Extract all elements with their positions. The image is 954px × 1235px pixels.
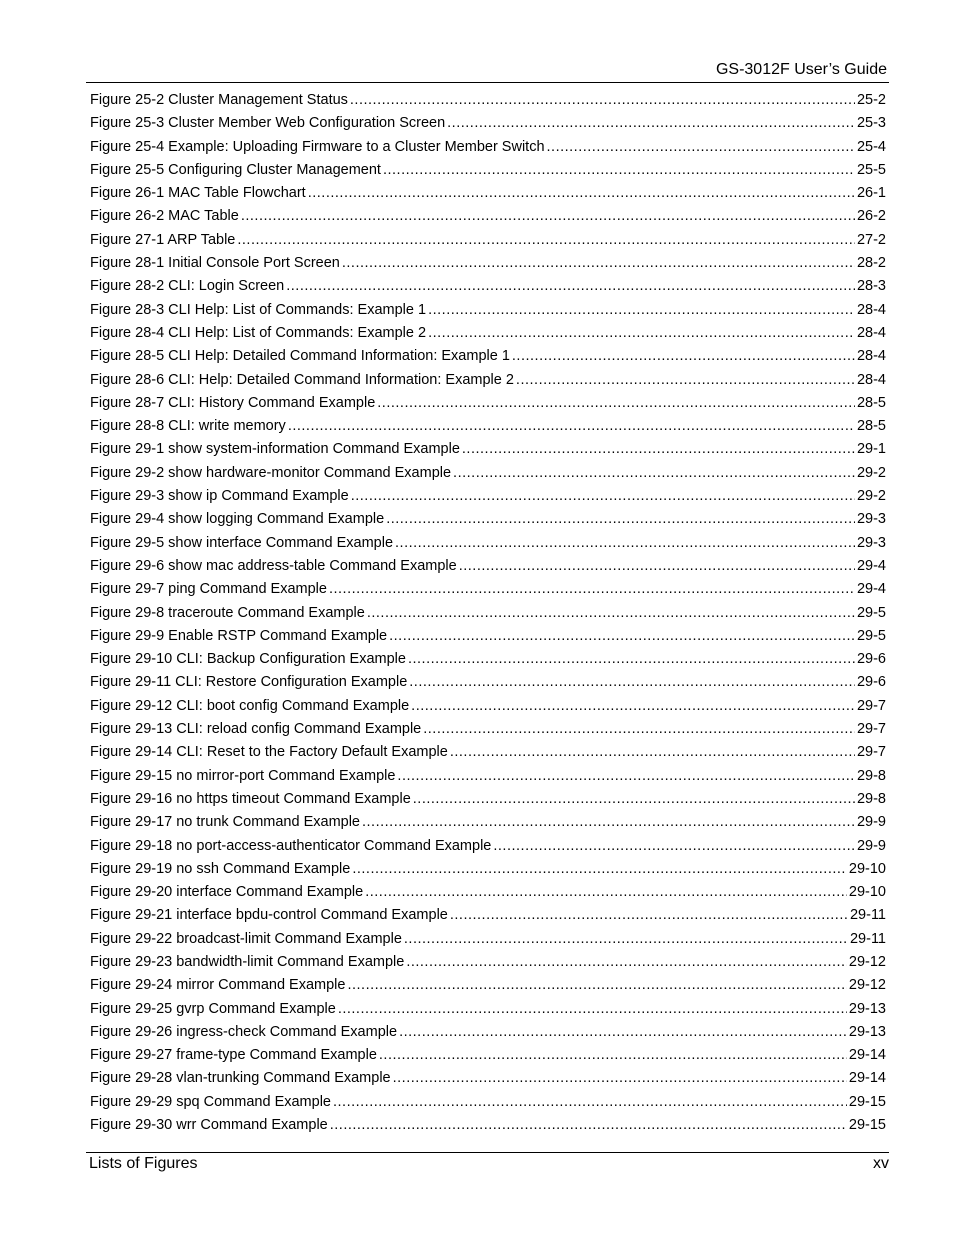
toc-entry[interactable]	[90, 788, 886, 811]
toc-entry-page: 28-5	[856, 418, 886, 435]
toc-entry-page: 29-4	[856, 557, 886, 574]
dot-leader	[413, 788, 855, 811]
toc-entry-page: 25-4	[856, 138, 886, 155]
toc-entry[interactable]	[90, 671, 886, 694]
toc-entry-page: 29-5	[856, 627, 886, 644]
dot-leader	[459, 555, 855, 578]
toc-entry-title: Figure 29-9 Enable RSTP Command Example	[90, 627, 388, 644]
toc-entry-page: 25-3	[856, 115, 886, 132]
toc-entry-page: 29-15	[848, 1117, 886, 1134]
toc-entry[interactable]	[90, 1067, 886, 1090]
dot-leader	[428, 322, 855, 345]
toc-entry[interactable]	[90, 485, 886, 508]
toc-entry-title: Figure 29-23 bandwidth-limit Command Example	[90, 953, 405, 970]
toc-entry[interactable]	[90, 112, 886, 135]
toc-entry[interactable]	[90, 765, 886, 788]
dot-leader	[347, 974, 846, 997]
toc-entry-title: Figure 28-3 CLI Help: List of Commands: Example 1	[90, 301, 427, 318]
toc-entry[interactable]	[90, 881, 886, 904]
toc-entry-title: Figure 28-8 CLI: write memory	[90, 418, 286, 435]
dot-leader	[237, 229, 855, 252]
list-of-figures	[90, 89, 886, 1137]
toc-entry-title: Figure 29-25 gvrp Command Example	[90, 1000, 336, 1017]
toc-entry-title: Figure 29-7 ping Command Example	[90, 581, 327, 598]
toc-entry[interactable]	[90, 392, 886, 415]
toc-entry-page: 28-4	[856, 301, 886, 318]
toc-entry-page: 28-4	[856, 348, 886, 365]
toc-entry[interactable]	[90, 904, 886, 927]
toc-entry-title: Figure 26-2 MAC Table	[90, 208, 239, 225]
toc-entry-page: 28-3	[856, 278, 886, 295]
toc-entry[interactable]	[90, 974, 886, 997]
toc-entry-title: Figure 28-1 Initial Console Port Screen	[90, 255, 340, 272]
dot-leader	[379, 1044, 847, 1067]
dot-leader	[350, 89, 855, 112]
dot-leader	[397, 765, 855, 788]
dot-leader	[362, 811, 855, 834]
dot-leader	[367, 602, 855, 625]
toc-entry[interactable]	[90, 159, 886, 182]
toc-entry-title: Figure 27-1 ARP Table	[90, 231, 236, 248]
toc-entry[interactable]	[90, 928, 886, 951]
toc-entry-title: Figure 29-16 no https timeout Command Example	[90, 790, 411, 807]
toc-entry-title: Figure 29-30 wrr Command Example	[90, 1117, 328, 1134]
toc-entry-title: Figure 29-2 show hardware-monitor Command Example	[90, 464, 452, 481]
toc-entry-page: 29-9	[856, 837, 886, 854]
toc-entry-title: Figure 29-12 CLI: boot config Command Example	[90, 697, 410, 714]
toc-entry-page: 27-2	[856, 231, 886, 248]
toc-entry-page: 29-8	[856, 767, 886, 784]
toc-entry-page: 29-13	[848, 1023, 886, 1040]
toc-entry[interactable]	[90, 532, 886, 555]
toc-entry-title: Figure 29-4 show logging Command Example	[90, 511, 385, 528]
toc-entry-page: 29-9	[856, 814, 886, 831]
toc-entry[interactable]	[90, 858, 886, 881]
toc-entry-title: Figure 29-28 vlan-trunking Command Example	[90, 1070, 391, 1087]
toc-entry-title: Figure 29-6 show mac address-table Command Example	[90, 557, 457, 574]
dot-leader	[351, 485, 855, 508]
toc-entry[interactable]	[90, 229, 886, 252]
footer-page-number: xv	[873, 1155, 889, 1172]
toc-entry[interactable]	[90, 998, 886, 1021]
dot-leader	[428, 299, 855, 322]
dot-leader	[342, 252, 855, 275]
toc-entry-title: Figure 29-10 CLI: Backup Configuration Example	[90, 651, 406, 668]
toc-entry-title: Figure 29-3 show ip Command Example	[90, 488, 349, 505]
toc-entry-title: Figure 29-21 interface bpdu-control Command Example	[90, 907, 448, 924]
header-divider	[86, 82, 889, 83]
toc-entry-page: 26-1	[856, 185, 886, 202]
dot-leader	[352, 858, 847, 881]
toc-entry-title: Figure 29-27 frame-type Command Example	[90, 1047, 377, 1064]
toc-entry-page: 29-14	[848, 1070, 886, 1087]
toc-entry-title: Figure 25-5 Configuring Cluster Management	[90, 161, 381, 178]
toc-entry-title: Figure 29-19 no ssh Command Example	[90, 860, 351, 877]
toc-entry[interactable]	[90, 322, 886, 345]
toc-entry-page: 29-11	[849, 907, 886, 924]
dot-leader	[386, 508, 855, 531]
toc-entry[interactable]	[90, 1044, 886, 1067]
dot-leader	[399, 1021, 847, 1044]
toc-entry-page: 28-5	[856, 394, 886, 411]
toc-entry-title: Figure 28-4 CLI Help: List of Commands: Example 2	[90, 324, 427, 341]
toc-entry[interactable]	[90, 1021, 886, 1044]
toc-entry-page: 29-6	[856, 651, 886, 668]
toc-entry[interactable]	[90, 951, 886, 974]
toc-entry-page: 29-15	[848, 1093, 886, 1110]
dot-leader	[241, 205, 855, 228]
toc-entry-page: 29-1	[856, 441, 886, 458]
dot-leader	[423, 718, 855, 741]
toc-entry[interactable]	[90, 1091, 886, 1114]
toc-entry-title: Figure 29-29 spq Command Example	[90, 1093, 331, 1110]
toc-entry-title: Figure 29-18 no port-access-authenticator Command Example	[90, 837, 492, 854]
toc-entry-title: Figure 29-5 show interface Command Example	[90, 534, 394, 551]
toc-entry-title: Figure 29-13 CLI: reload config Command Example	[90, 721, 422, 738]
toc-entry[interactable]	[90, 835, 886, 858]
toc-entry-page: 28-2	[856, 255, 886, 272]
toc-entry-title: Figure 28-7 CLI: History Command Example	[90, 394, 376, 411]
dot-leader	[330, 1114, 847, 1137]
toc-entry-page: 29-7	[856, 744, 886, 761]
toc-entry[interactable]	[90, 275, 886, 298]
toc-entry[interactable]	[90, 602, 886, 625]
toc-entry[interactable]	[90, 345, 886, 368]
dot-leader	[406, 951, 847, 974]
toc-entry[interactable]	[90, 578, 886, 601]
footer-section-title: Lists of Figures	[89, 1155, 198, 1172]
dot-leader	[308, 182, 855, 205]
dot-leader	[286, 275, 855, 298]
toc-entry-page: 29-3	[856, 511, 886, 528]
toc-entry[interactable]	[90, 182, 886, 205]
toc-entry-title: Figure 29-26 ingress-check Command Example	[90, 1023, 398, 1040]
toc-entry-page: 29-10	[848, 884, 886, 901]
toc-entry-page: 29-3	[856, 534, 886, 551]
dot-leader	[453, 462, 855, 485]
toc-entry-title: Figure 29-1 show system-information Command Example	[90, 441, 460, 458]
toc-entry-title: Figure 25-3 Cluster Member Web Configuration Screen	[90, 115, 446, 132]
toc-entry[interactable]	[90, 136, 886, 159]
toc-entry-title: Figure 29-24 mirror Command Example	[90, 977, 346, 994]
toc-entry-title: Figure 28-2 CLI: Login Screen	[90, 278, 285, 295]
toc-entry[interactable]	[90, 89, 886, 112]
dot-leader	[408, 648, 855, 671]
dot-leader	[516, 369, 855, 392]
toc-entry-page: 29-6	[856, 674, 886, 691]
dot-leader	[395, 532, 855, 555]
toc-entry-page: 29-2	[856, 488, 886, 505]
toc-entry[interactable]	[90, 438, 886, 461]
footer-divider	[86, 1152, 889, 1153]
toc-entry-title: Figure 29-17 no trunk Command Example	[90, 814, 360, 831]
toc-entry-page: 29-2	[856, 464, 886, 481]
dot-leader	[493, 835, 855, 858]
toc-entry-title: Figure 28-6 CLI: Help: Detailed Command Information: Example 2	[90, 371, 514, 388]
dot-leader	[450, 741, 855, 764]
toc-entry-title: Figure 25-4 Example: Uploading Firmware to a Cluster Member Switch	[90, 138, 545, 155]
toc-entry[interactable]	[90, 741, 886, 764]
toc-entry[interactable]	[90, 252, 886, 275]
toc-entry-page: 29-5	[856, 604, 886, 621]
dot-leader	[404, 928, 848, 951]
dot-leader	[333, 1091, 847, 1114]
toc-entry-page: 29-4	[856, 581, 886, 598]
toc-entry-page: 26-2	[856, 208, 886, 225]
dot-leader	[329, 578, 855, 601]
toc-entry-page: 29-8	[856, 790, 886, 807]
toc-entry-page: 25-2	[856, 92, 886, 108]
toc-entry-title: Figure 29-14 CLI: Reset to the Factory Default Example	[90, 744, 448, 761]
toc-entry-page: 25-5	[856, 161, 886, 178]
toc-entry-page: 29-12	[848, 953, 886, 970]
toc-entry-title: Figure 29-8 traceroute Command Example	[90, 604, 365, 621]
toc-entry[interactable]	[90, 695, 886, 718]
toc-entry-title: Figure 26-1 MAC Table Flowchart	[90, 185, 306, 202]
toc-entry[interactable]	[90, 369, 886, 392]
toc-entry[interactable]	[90, 811, 886, 834]
dot-leader	[288, 415, 855, 438]
dot-leader	[409, 671, 855, 694]
toc-entry[interactable]	[90, 299, 886, 322]
toc-entry[interactable]	[90, 718, 886, 741]
toc-entry-title: Figure 25-2 Cluster Management Status	[90, 92, 348, 108]
toc-entry[interactable]	[90, 625, 886, 648]
dot-leader	[462, 438, 855, 461]
toc-entry-page: 29-11	[849, 930, 886, 947]
toc-entry[interactable]	[90, 462, 886, 485]
toc-entry-title: Figure 29-22 broadcast-limit Command Example	[90, 930, 402, 947]
toc-entry-page: 29-13	[848, 1000, 886, 1017]
toc-entry[interactable]	[90, 508, 886, 531]
toc-entry-page: 29-7	[856, 721, 886, 738]
toc-entry[interactable]	[90, 648, 886, 671]
dot-leader	[393, 1067, 847, 1090]
dot-leader	[389, 625, 855, 648]
dot-leader	[411, 695, 855, 718]
toc-entry[interactable]	[90, 555, 886, 578]
toc-entry[interactable]	[90, 415, 886, 438]
toc-entry-page: 28-4	[856, 324, 886, 341]
toc-entry-page: 29-10	[848, 860, 886, 877]
toc-entry-page: 28-4	[856, 371, 886, 388]
dot-leader	[377, 392, 855, 415]
toc-entry-page: 29-12	[848, 977, 886, 994]
toc-entry-title: Figure 29-15 no mirror-port Command Example	[90, 767, 396, 784]
toc-entry-page: 29-7	[856, 697, 886, 714]
dot-leader	[365, 881, 847, 904]
toc-entry-title: Figure 29-20 interface Command Example	[90, 884, 364, 901]
toc-entry[interactable]	[90, 205, 886, 228]
toc-entry-title: Figure 29-11 CLI: Restore Configuration Example	[90, 674, 408, 691]
document-title: GS-3012F User’s Guide	[715, 61, 887, 78]
dot-leader	[450, 904, 848, 927]
dot-leader	[547, 136, 855, 159]
toc-entry-title: Figure 28-5 CLI Help: Detailed Command Information: Example 1	[90, 348, 510, 365]
dot-leader	[383, 159, 855, 182]
toc-entry[interactable]	[90, 1114, 886, 1137]
toc-entry-page: 29-14	[848, 1047, 886, 1064]
dot-leader	[512, 345, 855, 368]
dot-leader	[338, 998, 847, 1021]
dot-leader	[447, 112, 855, 135]
